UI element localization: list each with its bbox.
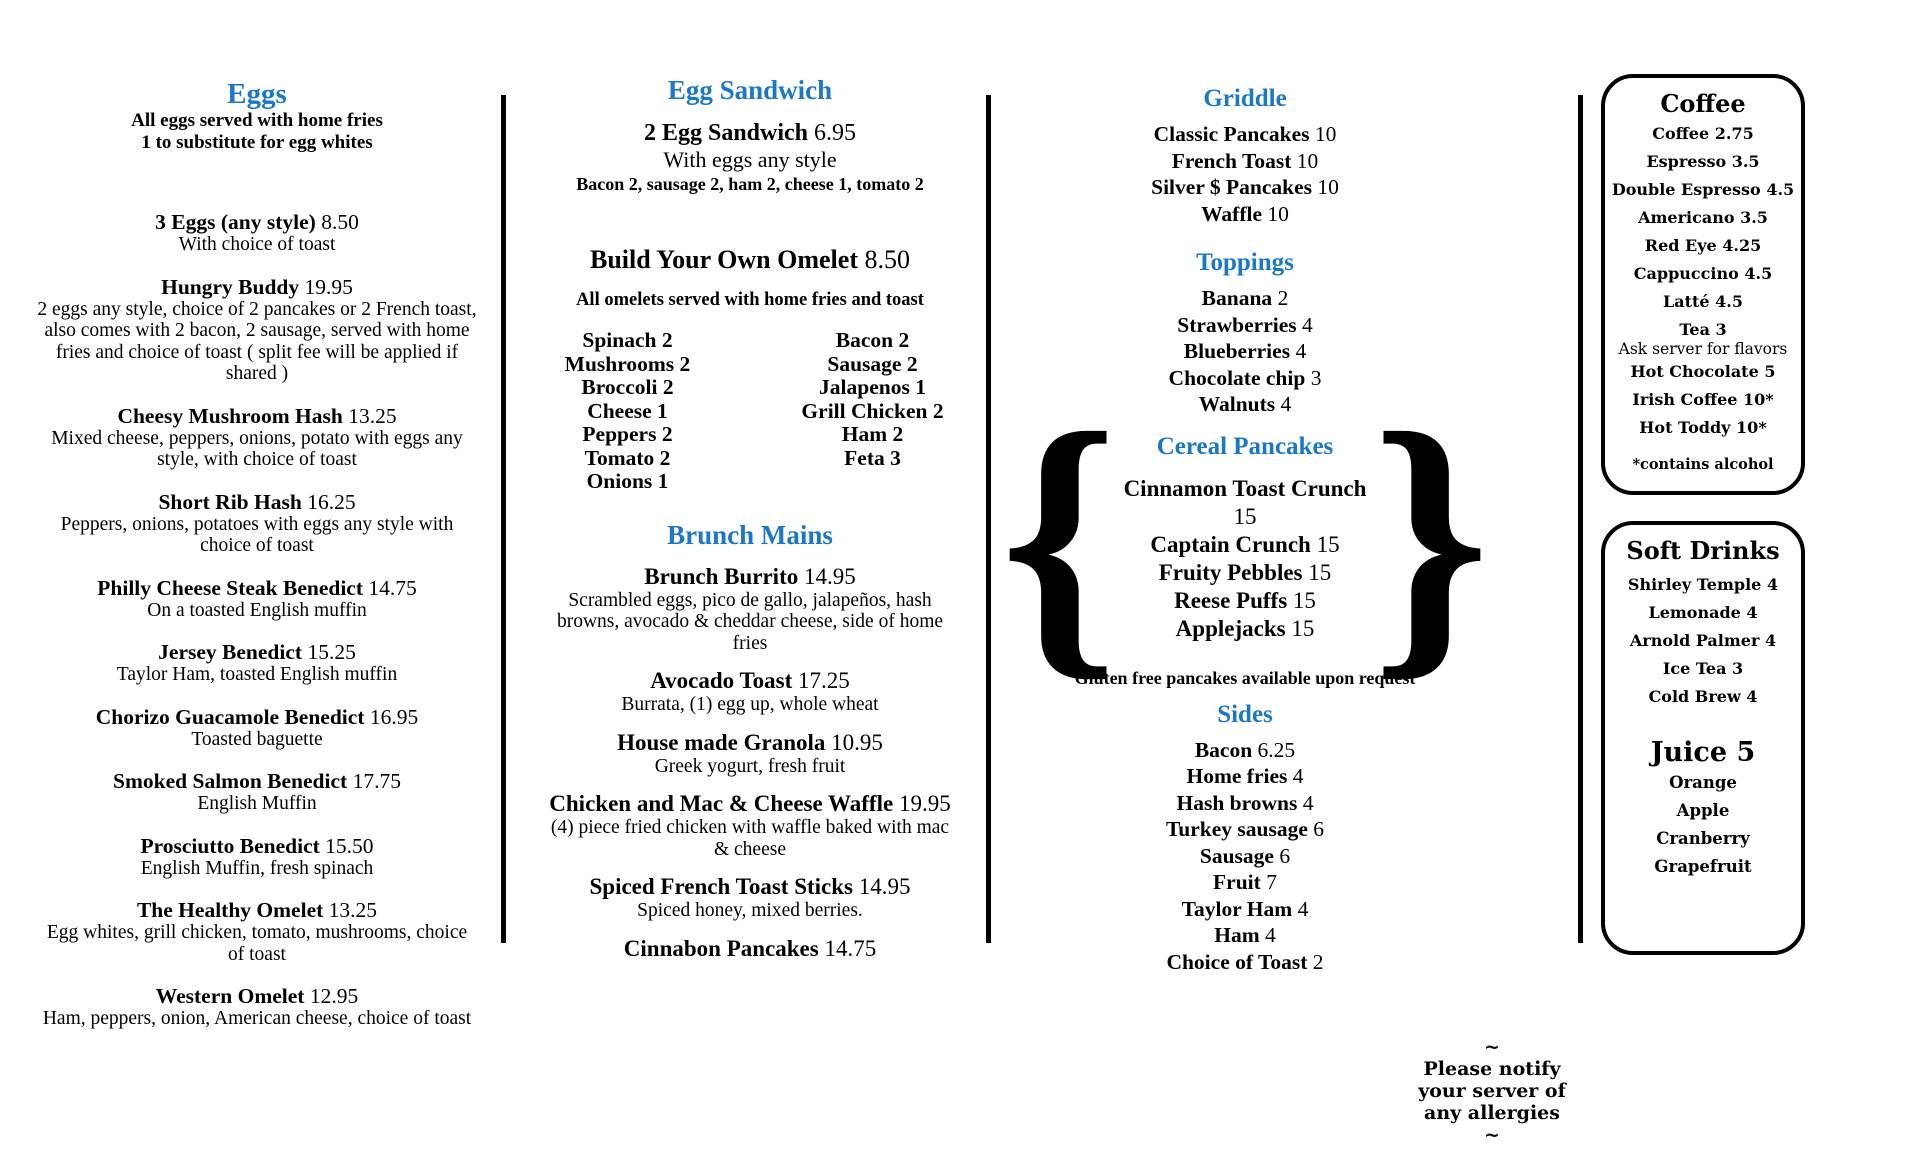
item-price: 4 (1280, 392, 1292, 416)
menu-item (37, 404, 477, 471)
menu-item (1000, 816, 1490, 843)
menu-item (37, 834, 477, 880)
menu-item-line (1000, 285, 1490, 312)
menu-item (37, 898, 477, 965)
item-name: Espresso (1646, 152, 1727, 171)
menu-item (505, 668, 995, 716)
item-name: Bacon (1194, 737, 1253, 762)
item-price: 3 (1310, 365, 1322, 390)
juice-flavor: Orange (1669, 773, 1737, 792)
menu-item-line (37, 275, 477, 299)
item-price: 19.95 (898, 791, 951, 816)
menu-item (1611, 571, 1795, 599)
cereal-pancakes-content (1118, 433, 1372, 643)
item-price: 16.95 (369, 704, 419, 729)
item-name: Chicken and Mac & Cheese Waffle (549, 791, 894, 816)
item-price: 3.5 (1731, 152, 1760, 171)
menu-item (37, 984, 477, 1030)
item-price: 12.95 (309, 984, 359, 1008)
item-name: Cold Brew (1648, 687, 1741, 706)
menu-item-line (1000, 843, 1490, 870)
item-name: Jersey Benedict (158, 640, 303, 664)
menu-item-line (1000, 737, 1490, 764)
menu-item-line (505, 564, 995, 590)
item-price: 4 (1302, 790, 1314, 815)
juice-flavor: Apple (1676, 801, 1730, 820)
menu-item (1611, 655, 1795, 683)
left-brace: { (1000, 371, 1119, 704)
item-name: Build Your Own Omelet (590, 245, 858, 274)
menu-item-line (1118, 559, 1372, 587)
menu-item-line (505, 791, 995, 817)
menu-item (1611, 232, 1795, 260)
omelet-ingredient: Tomato 2 (584, 445, 671, 470)
item-price: 10 (1296, 148, 1319, 173)
item-note: Ask server for flavors (1618, 340, 1788, 358)
item-price: 13.25 (348, 403, 397, 428)
omelet-ingredient: Jalapenos 1 (819, 375, 926, 399)
section-eggs (37, 78, 477, 1049)
item-price: 14.95 (858, 874, 911, 899)
menu-item (1000, 737, 1490, 764)
right-brace: } (1371, 371, 1490, 704)
item-name: Red Eye (1644, 236, 1717, 255)
item-name: Latté (1663, 292, 1710, 311)
sides-item-list (1000, 737, 1490, 976)
item-price: 19.95 (304, 274, 353, 299)
item-name: Home fries (1186, 764, 1288, 788)
item-price: 4 (1265, 923, 1276, 947)
omelet-ingredients-left (505, 329, 750, 494)
item-name: Hungry Buddy (161, 274, 300, 299)
omelet-ingredient: Feta 3 (844, 445, 901, 470)
item-price: 4 (1765, 631, 1777, 650)
item-price: 10.95 (831, 729, 883, 755)
menu-item (1118, 559, 1372, 587)
section-egg-sandwich (505, 75, 995, 976)
egg-sandwich-title: Egg Sandwich (667, 75, 833, 105)
menu-item (1000, 121, 1490, 148)
coffee-title: Coffee (1660, 89, 1746, 118)
menu-item-line (37, 834, 477, 858)
item-name: Avocado Toast (650, 668, 793, 693)
item-description: Spiced honey, mixed berries. (637, 900, 863, 921)
omelet-ingredient: Broccoli 2 (581, 375, 674, 399)
allergy-line-1: Please notify (1423, 1058, 1561, 1080)
juice-flavor: Cranberry (1656, 829, 1750, 848)
menu-item (1611, 599, 1795, 627)
item-name: Cinnamon Toast Crunch (1123, 475, 1367, 501)
tilde-bottom: ~ (1484, 1124, 1500, 1146)
menu-item-line (1000, 174, 1490, 201)
menu-item-line (1118, 615, 1372, 643)
menu-item (1118, 475, 1372, 531)
menu-item-line (505, 668, 995, 694)
griddle-title: Griddle (1203, 85, 1287, 112)
eggs-item-list (37, 210, 477, 1030)
item-price: 10* (1743, 390, 1774, 409)
item-name: Double Espresso (1611, 180, 1761, 199)
gluten-free-note: Gluten free pancakes available upon request (1074, 667, 1416, 688)
item-description: Taylor Ham, toasted English muffin (116, 664, 398, 685)
item-price: 4.25 (1722, 236, 1762, 255)
item-description: Greek yogurt, fresh fruit (654, 755, 846, 777)
menu-item (37, 210, 477, 256)
item-name: Applejacks (1175, 615, 1286, 641)
menu-item-line (37, 640, 477, 664)
menu-item (1000, 201, 1490, 228)
item-name: Americano (1638, 208, 1735, 227)
item-name: Hash browns (1176, 790, 1298, 815)
menu-item-line (1000, 338, 1490, 365)
omelet-ingredient: Spinach 2 (582, 328, 673, 352)
menu-item (1000, 843, 1490, 870)
menu-item (1000, 174, 1490, 201)
menu-item-line (37, 898, 477, 922)
item-name: Walnuts (1198, 392, 1276, 416)
omelet-ingredient: Sausage 2 (827, 351, 918, 376)
menu-item (1611, 288, 1795, 316)
egg-sandwich-addons: Bacon 2, sausage 2, ham 2, cheese 1, tomato 2 (576, 174, 924, 194)
menu-item-line (1000, 816, 1490, 843)
menu-item (1611, 120, 1795, 148)
menu-item (1611, 260, 1795, 288)
menu-item-line (1000, 312, 1490, 339)
menu-item-line (505, 874, 995, 900)
tilde-top: ~ (1484, 1036, 1500, 1058)
menu-item (505, 564, 995, 655)
item-description: 2 eggs any style, choice of 2 pancakes or 2 French toast, also comes with 2 bacon, 2 sausage, served with home fries and choice of toast ( split fee will be applied if shared ) (37, 298, 477, 384)
item-name: Hot Chocolate (1630, 362, 1759, 381)
menu-item (1118, 531, 1372, 559)
menu-item-line (1000, 922, 1490, 949)
item-description: (4) piece fried chicken with waffle baked with mac & cheese (550, 817, 950, 860)
menu-item-line (37, 490, 477, 514)
item-price: 4 (1297, 896, 1309, 921)
item-name: Lemonade (1648, 603, 1741, 622)
menu-item (1611, 683, 1795, 711)
item-price: 6 (1313, 817, 1325, 841)
item-price: 15 (1233, 503, 1257, 529)
item-description: Mixed cheese, peppers, onions, potato with eggs any style, with choice of toast (51, 427, 463, 470)
menu-item (1000, 285, 1490, 312)
omelet-ingredient: Grill Chicken 2 (801, 398, 944, 423)
omelet-ingredient: Mushrooms 2 (564, 351, 691, 376)
item-name: Classic Pancakes (1153, 122, 1310, 146)
item-description: Peppers, onions, potatoes with eggs any style with choice of toast (60, 513, 454, 556)
item-name: Fruity Pebbles (1158, 559, 1303, 585)
menu-item (505, 791, 995, 860)
menu-item-line (1118, 587, 1372, 615)
menu-item (1118, 615, 1372, 643)
egg-sandwich-item (505, 119, 995, 147)
item-price: 14.75 (824, 935, 877, 961)
item-price: 3 (1732, 659, 1744, 678)
item-price: 6.25 (1257, 737, 1296, 762)
menu-item-line (37, 576, 477, 600)
item-name: Coffee (1652, 124, 1710, 143)
menu-item-line (1000, 869, 1490, 896)
byo-omelet-note: All omelets served with home fries and toast (576, 290, 924, 310)
juice-flavor-list (1611, 769, 1795, 881)
menu-item (1611, 204, 1795, 232)
menu-item-line (37, 705, 477, 729)
omelet-ingredient: Bacon 2 (835, 328, 910, 352)
item-name: Ice Tea (1662, 659, 1727, 678)
menu-item-line (1118, 531, 1372, 559)
menu-item-line (1000, 201, 1490, 228)
menu-item (1000, 763, 1490, 790)
item-name: Captain Crunch (1150, 531, 1311, 557)
menu-item-line (37, 769, 477, 793)
menu-item-line (505, 730, 995, 756)
menu-item-line (1000, 763, 1490, 790)
item-price: 4 (1295, 339, 1307, 363)
omelet-ingredients-right (750, 329, 995, 494)
item-price: 15 (1308, 559, 1332, 585)
item-name: Strawberries (1177, 312, 1297, 337)
juice-title: Juice 5 (1650, 737, 1756, 768)
item-price: 4.5 (1715, 292, 1743, 311)
griddle-item-list (1000, 121, 1490, 227)
menu-item (1000, 922, 1490, 949)
eggs-note-2: 1 to substitute for egg whites (141, 132, 373, 153)
item-description: English Muffin, fresh spinach (140, 857, 374, 879)
menu-item-line (1000, 121, 1490, 148)
item-price: 6 (1279, 843, 1291, 868)
menu-item (37, 705, 477, 751)
menu-item (37, 490, 477, 557)
menu-item (1611, 627, 1795, 655)
item-name: Sausage (1199, 843, 1274, 868)
item-price: 17.75 (352, 769, 401, 793)
item-price: 4 (1746, 603, 1758, 622)
omelet-ingredient: Ham 2 (841, 422, 904, 446)
item-price: 10 (1267, 201, 1289, 226)
menu-item (1611, 148, 1795, 176)
item-price: 10 (1314, 122, 1337, 146)
allergy-note (1392, 1036, 1592, 1146)
item-price: 14.95 (803, 563, 856, 589)
item-price: 4 (1766, 575, 1779, 594)
omelet-ingredient: Peppers 2 (582, 422, 673, 446)
item-name: Chorizo Guacamole Benedict (95, 704, 365, 729)
item-price: 15.50 (325, 833, 374, 858)
item-description: On a toasted English muffin (147, 599, 367, 621)
item-price: 2 (1312, 949, 1324, 974)
item-name: Hot Toddy (1639, 418, 1731, 437)
item-name: Taylor Ham (1181, 896, 1293, 921)
menu-item (1611, 414, 1795, 442)
item-price: 8.50 (864, 245, 910, 274)
item-name: Fruit (1213, 870, 1261, 894)
item-name: Smoked Salmon Benedict (113, 769, 348, 793)
menu-item-line (1000, 790, 1490, 817)
item-price: 17.25 (798, 668, 850, 693)
item-name: House made Granola (617, 729, 826, 755)
soft-drinks-title: Soft Drinks (1626, 536, 1780, 565)
item-price: 8.50 (321, 210, 359, 234)
item-price: 15 (1292, 587, 1316, 613)
sides-title: Sides (1217, 700, 1273, 728)
item-name: Ham (1214, 923, 1260, 947)
omelet-ingredient: Onions 1 (586, 469, 669, 493)
menu-item-line (37, 210, 477, 234)
menu-item (1000, 896, 1490, 923)
item-name: Tea (1679, 320, 1710, 339)
item-name: French Toast (1171, 148, 1292, 173)
item-name: Turkey sausage (1165, 817, 1308, 841)
item-price: 14.75 (368, 575, 417, 600)
item-price: 4.5 (1744, 264, 1773, 283)
item-name: Brunch Burrito (644, 563, 799, 589)
menu-item (37, 640, 477, 686)
menu-item (1000, 790, 1490, 817)
omelet-ingredients (505, 329, 995, 494)
item-name: Banana (1201, 286, 1273, 310)
item-price: 15 (1316, 531, 1340, 557)
item-name: Reese Puffs (1174, 587, 1288, 613)
item-name: Prosciutto Benedict (140, 833, 320, 858)
item-price: 16.25 (307, 489, 356, 514)
egg-sandwich-sub: With eggs any style (663, 147, 837, 172)
item-name: Cappuccino (1633, 264, 1739, 283)
item-name: Chocolate chip (1168, 365, 1306, 390)
item-name: 2 Egg Sandwich (643, 120, 809, 146)
item-price: 4.5 (1766, 180, 1795, 199)
brunch-mains-item-list (505, 564, 995, 962)
item-price: 2.75 (1714, 124, 1754, 143)
menu-item (37, 275, 477, 385)
item-description: Egg whites, grill chicken, tomato, mushrooms, choice of toast (46, 922, 468, 965)
coffee-item-list (1611, 120, 1795, 442)
item-price: 7 (1266, 870, 1277, 894)
menu-item (1000, 338, 1490, 365)
menu-item (37, 576, 477, 622)
menu-item (1118, 587, 1372, 615)
menu-item-line (1000, 949, 1490, 976)
coffee-box (1601, 74, 1805, 495)
item-description: With choice of toast (178, 234, 336, 255)
item-description: Toasted baguette (191, 728, 323, 750)
item-name: Cinnabon Pancakes (623, 935, 819, 961)
cereal-item-list (1118, 475, 1372, 643)
item-name: Philly Cheese Steak Benedict (97, 575, 363, 600)
cereal-pancakes-title: Cereal Pancakes (1156, 432, 1334, 460)
omelet-ingredient: Cheese 1 (587, 398, 668, 423)
item-price: 4 (1302, 312, 1313, 337)
item-price: 3.5 (1740, 208, 1768, 227)
item-price: 6.95 (814, 120, 857, 146)
menu-item (505, 730, 995, 778)
beverage-boxes (1601, 74, 1805, 955)
menu-item (505, 936, 995, 962)
soft-drinks-box (1601, 521, 1805, 955)
item-price: 10 (1317, 175, 1339, 199)
item-name: Irish Coffee (1632, 390, 1738, 409)
item-price: 4 (1746, 687, 1758, 706)
eggs-title: Eggs (227, 78, 287, 110)
menu-item-line (1000, 896, 1490, 923)
item-price: 2 (1277, 286, 1289, 310)
item-name: Blueberries (1183, 339, 1291, 363)
menu-item-line (37, 984, 477, 1008)
menu-item (37, 769, 477, 815)
item-name: The Healthy Omelet (136, 898, 324, 922)
menu-item (1611, 358, 1795, 386)
item-price: 10* (1736, 418, 1767, 437)
menu-item (1000, 148, 1490, 175)
item-price: 3 (1715, 320, 1727, 339)
menu-item (1000, 869, 1490, 896)
menu-item-line (1118, 475, 1372, 531)
menu-item (505, 874, 995, 922)
eggs-note-1: All eggs served with home fries (131, 110, 383, 131)
item-description: Burrata, (1) egg up, whole wheat (621, 694, 879, 715)
section-griddle (1000, 85, 1490, 975)
allergy-line-3: any allergies (1424, 1102, 1560, 1124)
item-name: Waffle (1201, 201, 1263, 226)
item-name: Silver $ Pancakes (1151, 175, 1312, 199)
item-description: Scrambled eggs, pico de gallo, jalapeños, hash browns, avocado & cheddar cheese, side of home fries (556, 589, 944, 654)
juice-flavor: Grapefruit (1654, 857, 1752, 876)
item-name: Short Rib Hash (158, 489, 302, 514)
item-name: Cheesy Mushroom Hash (117, 403, 343, 428)
menu-item-line (37, 404, 477, 428)
menu-item (1000, 949, 1490, 976)
brunch-mains-title: Brunch Mains (667, 519, 833, 550)
alcohol-footnote: *contains alcohol (1632, 456, 1774, 473)
soft-drinks-item-list (1611, 571, 1795, 711)
item-name: Shirley Temple (1627, 575, 1762, 594)
item-name: 3 Eggs (any style) (155, 210, 316, 234)
item-description: Ham, peppers, onion, American cheese, choice of toast (42, 1008, 472, 1029)
item-name: Western Omelet (155, 984, 305, 1008)
menu-item (1611, 176, 1795, 204)
item-price: 13.25 (328, 898, 378, 922)
menu-item-line (505, 936, 995, 962)
item-name: Spiced French Toast Sticks (589, 874, 853, 899)
allergy-line-2: your server of (1418, 1080, 1566, 1102)
item-price: 5 (1764, 362, 1776, 381)
menu-item (1000, 312, 1490, 339)
item-description: English Muffin (197, 793, 317, 814)
menu-item-line (1000, 148, 1490, 175)
menu-item (1611, 386, 1795, 414)
item-name: Choice of Toast (1166, 949, 1308, 974)
divider-3 (1578, 95, 1583, 943)
byo-omelet-item (505, 245, 995, 275)
menu-item (1611, 316, 1795, 358)
item-price: 15 (1291, 615, 1315, 641)
item-name: Arnold Palmer (1629, 631, 1760, 650)
toppings-title: Toppings (1196, 249, 1294, 276)
item-price: 15.25 (307, 640, 356, 664)
item-price: 4 (1292, 764, 1304, 788)
